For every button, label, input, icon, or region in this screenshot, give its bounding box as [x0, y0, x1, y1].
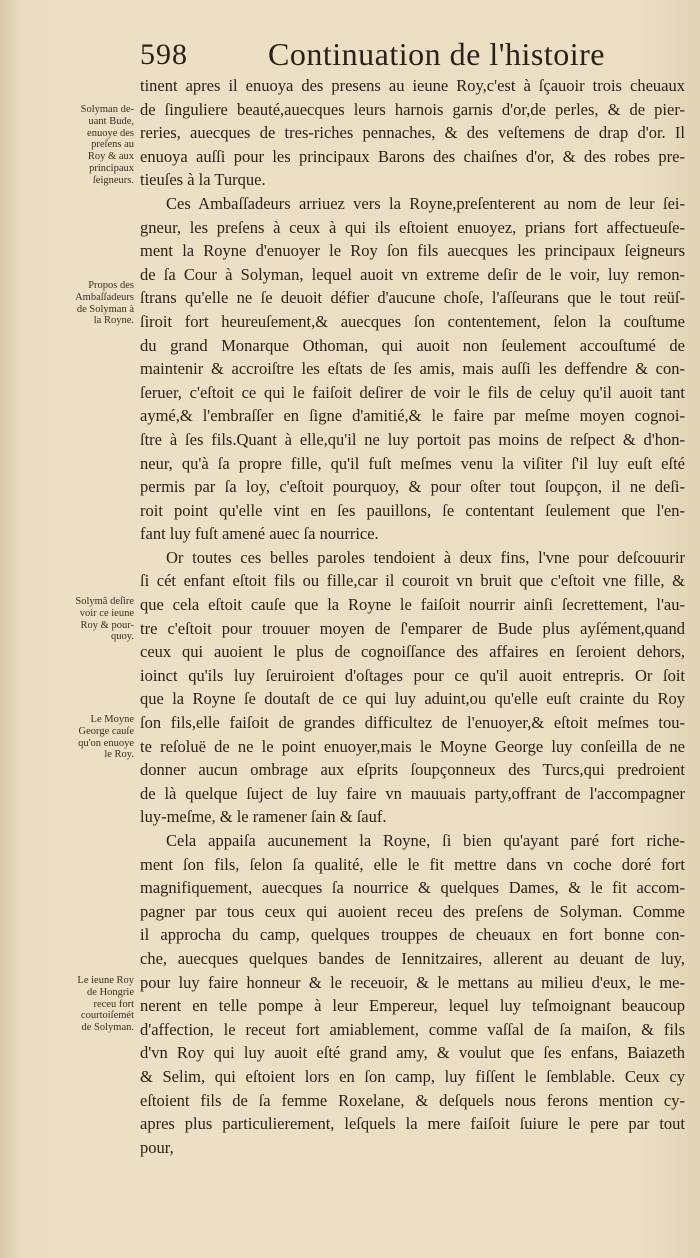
margin-note — [56, 714, 134, 761]
text-line: che, auecques quelques bandes de Iennitzaires, allerent au deuant de luy, — [140, 948, 685, 968]
text-line: ſtrans qu'elle ne ſe deuoit défier d'aucune choſe, l'aſſeurans que le tout reüſ- — [140, 288, 685, 308]
text-line: luy-meſme, & le ramener ſain & ſauf. — [140, 807, 387, 827]
text-line: nerent en telle pompe à leur Empereur, lequel luy teſmoignant beaucoup — [140, 996, 685, 1016]
text-line: aymé,& l'embraſſer en ſigne d'amitié,& le faire par meſme moyen cognoi- — [140, 406, 685, 426]
text-line: d'vn Roy qui luy auoit eſté grand amy, & voulut que ſes enfans, Baiazeth — [140, 1043, 685, 1063]
running-title: Continuation de l'histoire — [268, 36, 605, 72]
text-line: de là quelque ſuject de luy faire vn mauuais party,offrant de l'accompagner — [140, 783, 685, 803]
text-line: d'affection, le receut fort amiablement, comme vaſſal de ſa maiſon, & fils — [140, 1019, 685, 1039]
margin-note-line: le Roy. — [104, 749, 134, 761]
text-line: Cela appaiſa aucunement la Royne, ſi bien qu'ayant paré fort riche- — [166, 831, 685, 850]
margin-note-line: preſens au — [91, 139, 134, 151]
text-line: que la Royne ſe doutaſt de ce qui luy aduint,ou qu'elle euſt crainte du Roy — [140, 689, 685, 709]
text-line: pour luy faire honneur & le receuoir, & le mettans au milieu d'eux, le me- — [140, 972, 685, 992]
text-line: reries, auecques de tres-riches pennaches, & des veſtemens de drap d'or. Il — [140, 123, 685, 143]
text-line: Or toutes ces belles paroles tendoient à deux fins, l'vne pour deſcouurir — [166, 547, 685, 567]
margin-note-line: uant Bude, — [88, 115, 134, 127]
text-line: pour, — [140, 1137, 174, 1157]
margin-note-line: de Hongrie — [87, 986, 134, 998]
margin-note-line: ſeigneurs. — [92, 174, 134, 186]
text-line: ioinct qu'ils luy ſeruiroient d'oſtages pour ce qu'il auoit entrepris. Or ſoit — [140, 665, 685, 685]
paragraph — [140, 829, 685, 1159]
margin-note-line: de Solyman. — [81, 1022, 134, 1034]
margin-note-line: Roy & aux — [87, 151, 134, 163]
main-text — [140, 74, 685, 1159]
margin-note — [56, 104, 134, 187]
text-line: tieuſes à la Turque. — [140, 170, 266, 190]
margin-note-line: voir ce ieune — [79, 607, 134, 619]
text-line: ceux qui auoient le plus de cognoiſſance des affaires en ſeroient dehors, — [140, 642, 685, 662]
margin-note-line: Ambaſſadeurs — [75, 291, 134, 303]
margin-note-line: Solymã deſire — [75, 596, 134, 607]
text-line: ment ſon fils, ſelon ſa qualité, elle le fit mettre dans vn coche doré fort — [140, 854, 685, 874]
text-line: enuoya auſſi pour les principaux Barons des chaiſnes d'or, & des robes pre- — [140, 146, 685, 166]
text-line: Ces Ambaſſadeurs arriuez vers la Royne,preſenterent au nom de leur ſei- — [166, 193, 685, 213]
text-line: neur, qu'à ſa propre fille, qu'il fuſt meſmes venu la viſiter ſ'il luy euſt eſté — [140, 453, 685, 473]
text-line: que cela eſtoit cauſe que la Royne le faiſoit nourrir ainſi ſecrettement, l'au- — [140, 595, 685, 615]
margin-note — [56, 975, 134, 1034]
margin-note-line: la Royne. — [93, 315, 134, 327]
margin-note-line: receu fort — [93, 998, 134, 1010]
margin-note-line: Propos des — [88, 280, 134, 291]
text-line: ment la Royne d'enuoyer le Roy ſon fils auecques les principaux ſeigneurs — [140, 241, 685, 261]
margin-note — [56, 280, 134, 327]
page-header — [0, 30, 700, 74]
paragraph — [140, 192, 685, 546]
page-number: 598 — [140, 38, 188, 71]
margin-note-line: Le Moyne — [90, 714, 134, 725]
text-line: de ſinguliere beauté,auecques leurs harnois garnis d'or,de perles, & de pier- — [140, 99, 685, 119]
text-line: & Selim, qui eſtoient lors en ſon camp, luy fiſſent le ſemblable. Ceux cy — [140, 1066, 685, 1086]
margin-note-line: Le ieune Roy — [77, 975, 134, 986]
margin-note-line: quoy. — [111, 631, 134, 643]
text-line: ſiroit fort heureuſement,& auecques ſon contentement, ſelon la couſtume — [140, 311, 685, 331]
text-line: apres plus particulierement, leſquels la mere faiſoit ſuiure le pere par tout — [140, 1114, 685, 1134]
text-line: eſtoient fils de ſa femme Roxelane, & deſquels nous ferons mention cy- — [140, 1090, 685, 1110]
text-line: ſi cét enfant eſtoit fils ou fille,car il couroit vn bruit que c'eſtoit vne fille, & — [140, 571, 685, 591]
text-line: magnifiquement, auecques ſa nourrice & quelques Dames, & le fit accom- — [140, 878, 685, 898]
paragraph — [140, 74, 685, 192]
margin-note-line: qu'on enuoye — [78, 737, 134, 749]
text-line: pagner par tous ceux qui auoient receu des preſens de Solyman. Comme — [140, 901, 685, 921]
margin-note-line: de Solyman à — [76, 303, 134, 315]
text-line: tinent apres il enuoya des presens au ieune Roy,c'est à ſçauoir trois cheuaux — [140, 76, 685, 95]
text-line: ſeruer, c'eſtoit ce qui le faiſoit deſirer de voir le fils de celuy qu'il auoit tant — [140, 382, 685, 402]
text-line: ſtre à ſes fils.Quant à elle,qu'il ne luy portoit pas moins de reſpect & d'hon- — [140, 429, 685, 449]
text-line: gneur, les preſens à ceux à qui ils eſtoient enuoyez, prians fort affectueuſe- — [140, 217, 685, 237]
text-line: tre c'eſtoit pour trouuer moyen de ſ'emparer de Bude plus ayſément,quand — [140, 618, 685, 638]
margin-note-line: enuoye des — [87, 127, 134, 139]
margin-note-line: George cauſe — [78, 725, 134, 737]
text-line: du grand Monarque Othoman, qui auoit non ſeulement accouſtumé de — [140, 335, 685, 355]
text-line: te reſoluë de ne le point enuoyer,mais le Moyne George luy conſeilla de ne — [140, 736, 685, 756]
text-line: donner aucun ombrage aux eſprits ſoupçonneux des Turcs,qui predroient — [140, 760, 685, 780]
margin-note-line: principaux — [89, 162, 134, 174]
text-line: il approcha du camp, quelques trouppes de cheuaux en fort bonne con- — [140, 925, 685, 945]
margin-note-line: courtoiſemét — [80, 1010, 134, 1022]
text-line: maintenir & accroiſtre les eſtats de ſes amis, mais auſſi les deffendre & con- — [140, 359, 685, 379]
text-line: de ſa Cour à Solyman, lequel auoit vn extreme deſir de le voir, luy remon- — [140, 264, 685, 284]
margin-note — [56, 596, 134, 643]
margin-note-line: Roy & pour- — [80, 619, 134, 631]
text-line: fant luy fuſt amené auec ſa nourrice. — [140, 524, 379, 544]
text-line: roit point qu'elle vint en ſes pauillons, ſe contentant ſeulement que l'en- — [140, 500, 685, 520]
margin-note-line: Solyman de- — [80, 104, 134, 115]
paragraph — [140, 546, 685, 829]
text-line: permis par ſa loy, c'eſtoit pourquoy, & pour oſter tout ſoupçon, il ne deſi- — [140, 477, 685, 497]
text-line: ſon fils,elle faiſoit de grandes difficultez de l'enuoyer,& eſtoit meſmes tou- — [140, 713, 685, 733]
